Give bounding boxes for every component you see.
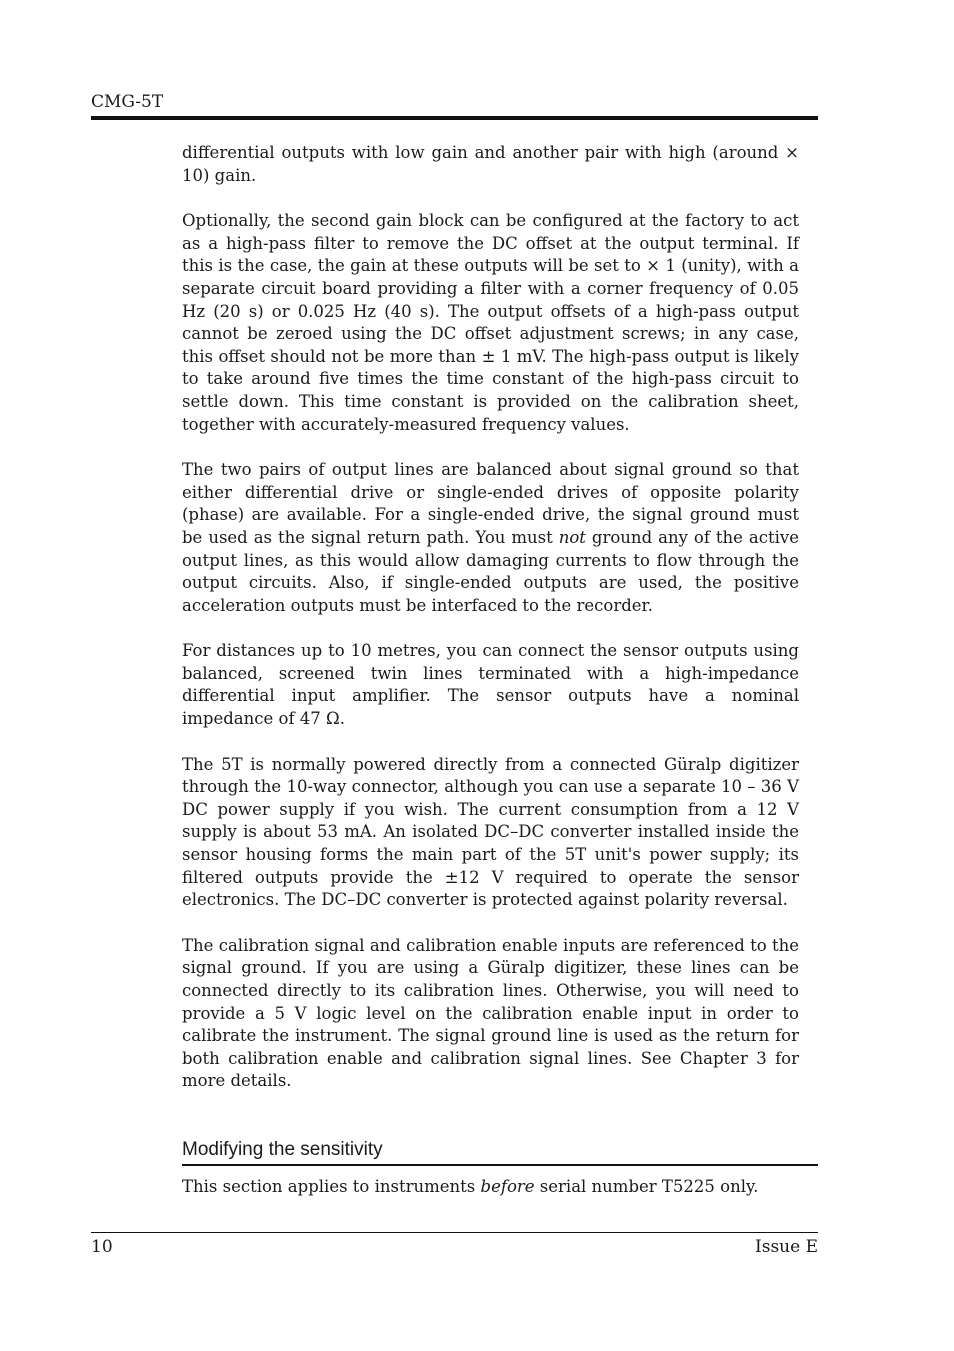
- emphasis-not: not: [558, 527, 586, 547]
- paragraph-balanced-outputs: [182, 459, 799, 617]
- paragraph-distances: For distances up to 10 metres, you can connect the sensor outputs using balanced, screened twin lines terminated with a high-impedance differential input amplifier. The sensor outputs have a nominal impedance of 47 Ω.: [182, 641, 799, 729]
- paragraph-balanced-text-1: The two pairs of output lines are balanced about signal ground so that either differential drive or single-ended drives of opposite polarity (phase) are available. For a single-ended drive, the signal ground must be used as the signal return path. You must: [182, 460, 799, 547]
- page-number: 10: [91, 1237, 113, 1257]
- paragraph-high-pass: Optionally, the second gain block can be configured at the factory to act as a high-pass filter to remove the DC offset at the output terminal. If this is the case, the gain at these outputs will be set to × 1 (unity), with a separate circuit board providing a filter with a corner frequency of 0.05 Hz (20 s) or 0.025 Hz (40 s). The output offsets of a high-pass output cannot be zeroed using the DC offset adjustment screws; in any case, this offset should not be more than ± 1 mV. The high-pass output is likely to take around five times the time constant of the high-pass circuit to settle down. This time constant is provided on the calibration sheet, together with accurately-measured frequency values.: [182, 211, 799, 434]
- emphasis-before: before: [480, 1177, 535, 1196]
- footer-rule: [91, 1232, 818, 1233]
- paragraph-gain: differential outputs with low gain and another pair with high (around × 10) gain.: [182, 143, 799, 185]
- issue-label: Issue E: [755, 1237, 818, 1257]
- section-heading: Modifying the sensitivity: [182, 1139, 383, 1160]
- paragraph-power: The 5T is normally powered directly from a connected Güralp digitizer through the 10-way connector, although you can use a separate 10 – 36 V DC power supply if you wish. The current consumption from a 12 V supply is about 53 mA. An isolated DC–DC converter installed inside the sensor housing forms the main part of the 5T unit's power supply; its filtered outputs provide the ±12 V required to operate the sensor electronics. The DC–DC converter is protected against polarity reversal.: [182, 754, 799, 910]
- paragraph-calibration: The calibration signal and calibration enable inputs are referenced to the signal ground. If you are using a Güralp digitizer, these lines can be connected directly to its calibration lines. Otherwise, you will need to provide a 5 V logic level on the calibration enable input in order to calibrate the instrument. The signal ground line is used as the return for both calibration enable and calibration signal lines. See Chapter 3 for more details.: [182, 935, 799, 1091]
- running-head-title: CMG-5T: [91, 92, 164, 112]
- section-body-text-1: This section applies to instruments: [182, 1177, 481, 1196]
- section-body: [182, 1176, 818, 1199]
- paragraph-balanced-text-2: ground any of the active output lines, as this would allow damaging currents to flow through the output circuits. Also, if single-ended outputs are used, the positive acceleration outputs must be interfaced to the recorder.: [182, 527, 799, 615]
- section-rule: [182, 1164, 818, 1166]
- body-text: [182, 142, 799, 1116]
- section-body-text-2: serial number T5225 only.: [534, 1177, 759, 1196]
- header-rule: [91, 116, 818, 120]
